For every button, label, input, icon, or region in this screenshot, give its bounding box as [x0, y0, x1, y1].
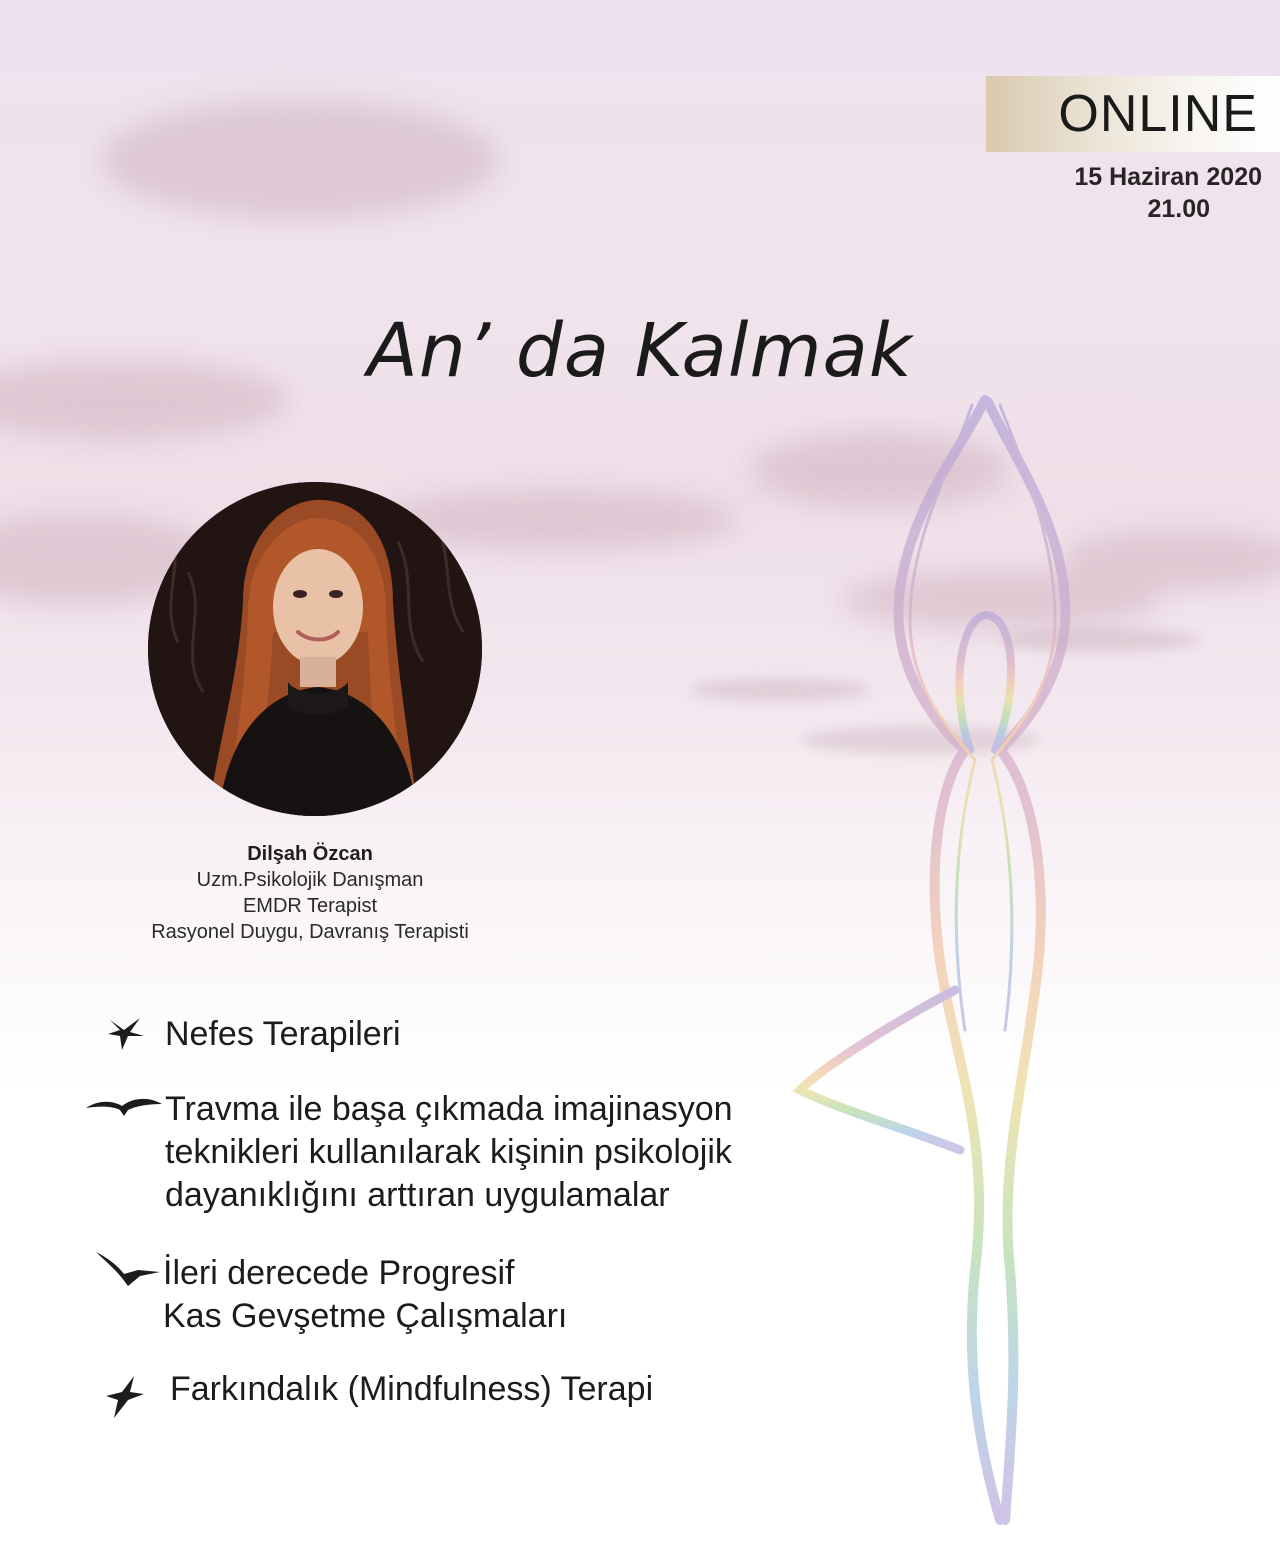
speaker-name: Dilşah Özcan [247, 843, 373, 865]
topic-line: Travma ile başa çıkmada imajinasyon [165, 1090, 733, 1128]
topic-line: dayanıklığını arttıran uygulamalar [165, 1176, 670, 1214]
topic-item [165, 1013, 401, 1056]
bird-icon [104, 1374, 146, 1420]
speaker-photo [148, 482, 482, 816]
topic-item [163, 1252, 567, 1338]
topic-item [165, 1088, 733, 1217]
topic-line: Nefes Terapileri [165, 1015, 401, 1053]
yoga-figure-illustration [760, 390, 1160, 1530]
speaker-title: Uzm.Psikolojik Danışman [196, 869, 424, 891]
topic-item [170, 1368, 653, 1411]
online-label: ONLINE [1058, 85, 1258, 143]
topic-line: teknikleri kullanılarak kişinin psikolojik [165, 1133, 732, 1171]
topic-line: Kas Gevşetme Çalışmaları [163, 1297, 568, 1335]
bird-icon [104, 1012, 148, 1052]
speaker-info [60, 842, 560, 945]
topic-line: Farkındalık (Mindfulness) Terapi [170, 1370, 654, 1408]
speaker-title: Rasyonel Duygu, Davranış Terapisti [151, 921, 469, 943]
speaker-photo-image [148, 482, 482, 816]
online-badge [986, 76, 1280, 152]
page-title: An’ da Kalmak [367, 308, 913, 394]
event-date: 15 Haziran 2020 [1074, 163, 1262, 191]
bird-icon [94, 1248, 162, 1288]
event-time: 21.00 [1147, 195, 1210, 223]
speaker-title: EMDR Terapist [242, 895, 378, 917]
topic-line: İleri derecede Progresif [163, 1254, 515, 1292]
bird-icon [84, 1094, 164, 1120]
